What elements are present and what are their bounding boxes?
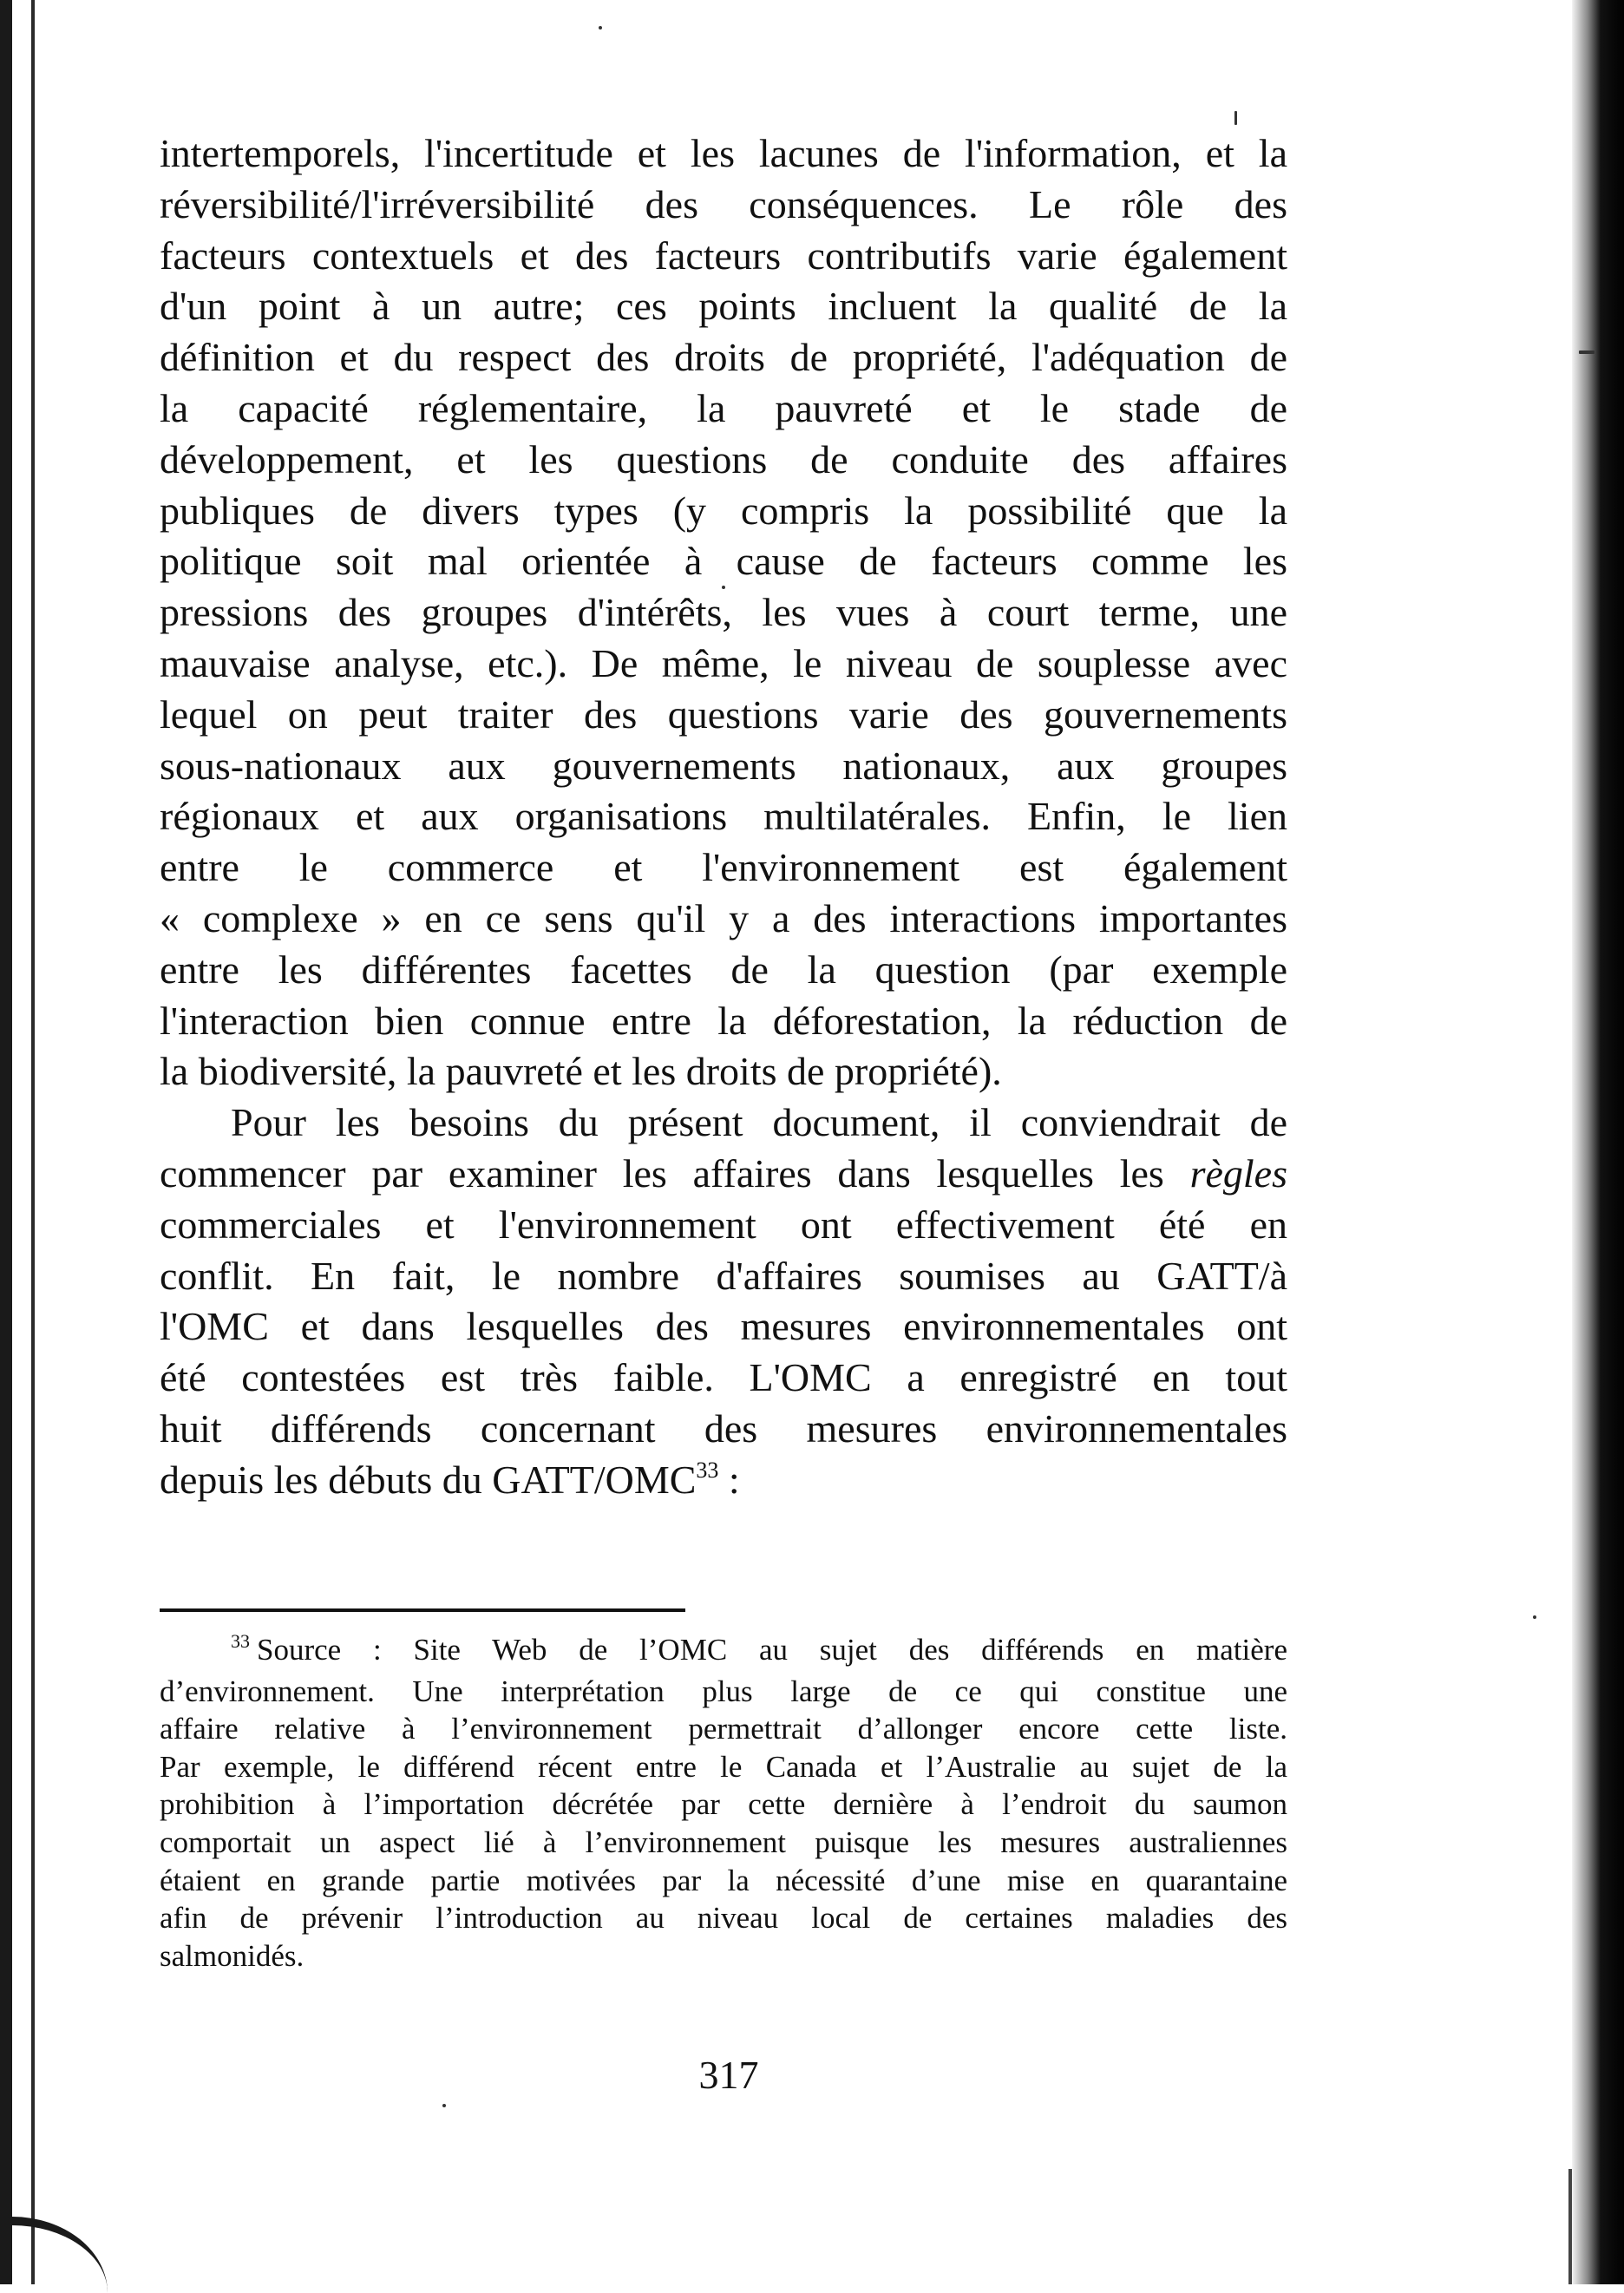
text-line: huit différends concernant des mesures environnementales [160, 1405, 1287, 1451]
footnote-line: salmonidés. [160, 1938, 304, 1973]
text-run: : [718, 1457, 740, 1502]
scan-speck [1234, 111, 1237, 125]
emphasis-text: règles [1189, 1150, 1287, 1196]
text-line: l'OMC et dans lesquelles des mesures environnementales ont [160, 1304, 1287, 1349]
paragraph-start-line: Pour les besoins du présent document, il conviendrait de [231, 1100, 1287, 1145]
text-line: conflit. En fait, le nombre d'affaires soumises au GATT/à [160, 1253, 1287, 1298]
footnote-line [160, 1631, 1287, 1673]
footnote-line: prohibition à l’importation décrétée par cette dernière à l’endroit du saumon [160, 1787, 1287, 1822]
text-line: la biodiversité, la pauvreté et les droits de propriété). [160, 1049, 1002, 1094]
scan-right-curl [1556, 2169, 1572, 2284]
text-line: politique soit mal orientée à cause de facteurs comme les [160, 539, 1287, 584]
text-line: développement, et les questions de conduite des affaires [160, 436, 1287, 482]
text-line: été contestées est très faible. L'OMC a enregistré en tout [160, 1355, 1287, 1400]
text-line: la capacité réglementaire, la pauvreté et le stade de [160, 385, 1287, 430]
text-line [160, 1455, 1287, 1512]
footnote-number: 33 [231, 1630, 250, 1652]
text-line: sous-nationaux aux gouvernements nationaux, aux groupes [160, 743, 1287, 788]
scan-binding-edge [0, 0, 12, 2284]
page-number: 317 [698, 2053, 759, 2097]
footnote [160, 1631, 1287, 1975]
text-run: depuis les débuts du GATT/OMC [160, 1457, 697, 1502]
text-line: publiques de divers types (y compris la possibilité que la [160, 488, 1287, 533]
body-text [160, 128, 1287, 1512]
text-line: pressions des groupes d'intérêts, les vues à court terme, une [160, 590, 1287, 635]
text-line: commerciales et l'environnement ont effectivement été en [160, 1202, 1287, 1247]
scan-speck [599, 26, 602, 29]
scan-right-shadow [1572, 0, 1624, 2284]
footnote-line: afin de prévenir l’introduction au niveau local de certaines maladies des [160, 1901, 1287, 1936]
text-line: intertemporels, l'incertitude et les lacunes de l'information, et la [160, 131, 1287, 175]
scan-edge-line [31, 0, 35, 2284]
text-line: entre le commerce et l'environnement est également [160, 845, 1287, 890]
scan-page-curl [12, 2217, 108, 2293]
footnote-line: Par exemple, le différend récent entre le Canada et l’Australie au sujet de la [160, 1749, 1287, 1784]
footnote-line: comportait un aspect lié à l’environnement puisque les mesures australiennes [160, 1825, 1287, 1859]
text-line: d'un point à un autre; ces points incluent la qualité de la [160, 284, 1287, 329]
text-line: réversibilité/l'irréversibilité des conséquences. Le rôle des [160, 181, 1287, 226]
text-line: régionaux et aux organisations multilatérales. Enfin, le lien [160, 794, 1287, 839]
footnote-line: d’environnement. Une interprétation plus large de ce qui constitue une [160, 1674, 1287, 1708]
footnote-line: affaire relative à l’environnement permettrait d’allonger encore cette liste. [160, 1712, 1287, 1746]
text-run: Source : Site Web de l’OMC au sujet des différends en matière [257, 1633, 1287, 1667]
scan-speck [1579, 351, 1595, 354]
text-run: commencer par examiner les affaires dans lesquelles les [160, 1150, 1190, 1196]
text-line: entre les différentes facettes de la question (par exemple [160, 947, 1287, 992]
text-line: définition et du respect des droits de propriété, l'adéquation de [160, 335, 1287, 380]
text-line [160, 1149, 1287, 1200]
footnote-line: étaient en grande partie motivées par la nécessité d’une mise en quarantaine [160, 1863, 1287, 1897]
footnote-separator [160, 1608, 685, 1612]
text-line: facteurs contextuels et des facteurs contributifs varie également [160, 233, 1287, 278]
text-line: « complexe » en ce sens qu'il y a des interactions importantes [160, 895, 1287, 940]
text-line: l'interaction bien connue entre la déforestation, la réduction de [160, 998, 1287, 1043]
footnote-reference: 33 [696, 1457, 719, 1483]
scan-speck [442, 2104, 446, 2107]
scan-speck [1533, 1615, 1536, 1619]
text-line: lequel on peut traiter des questions varie des gouvernements [160, 691, 1287, 737]
text-line: mauvaise analyse, etc.). De même, le niveau de souplesse avec [160, 640, 1287, 685]
